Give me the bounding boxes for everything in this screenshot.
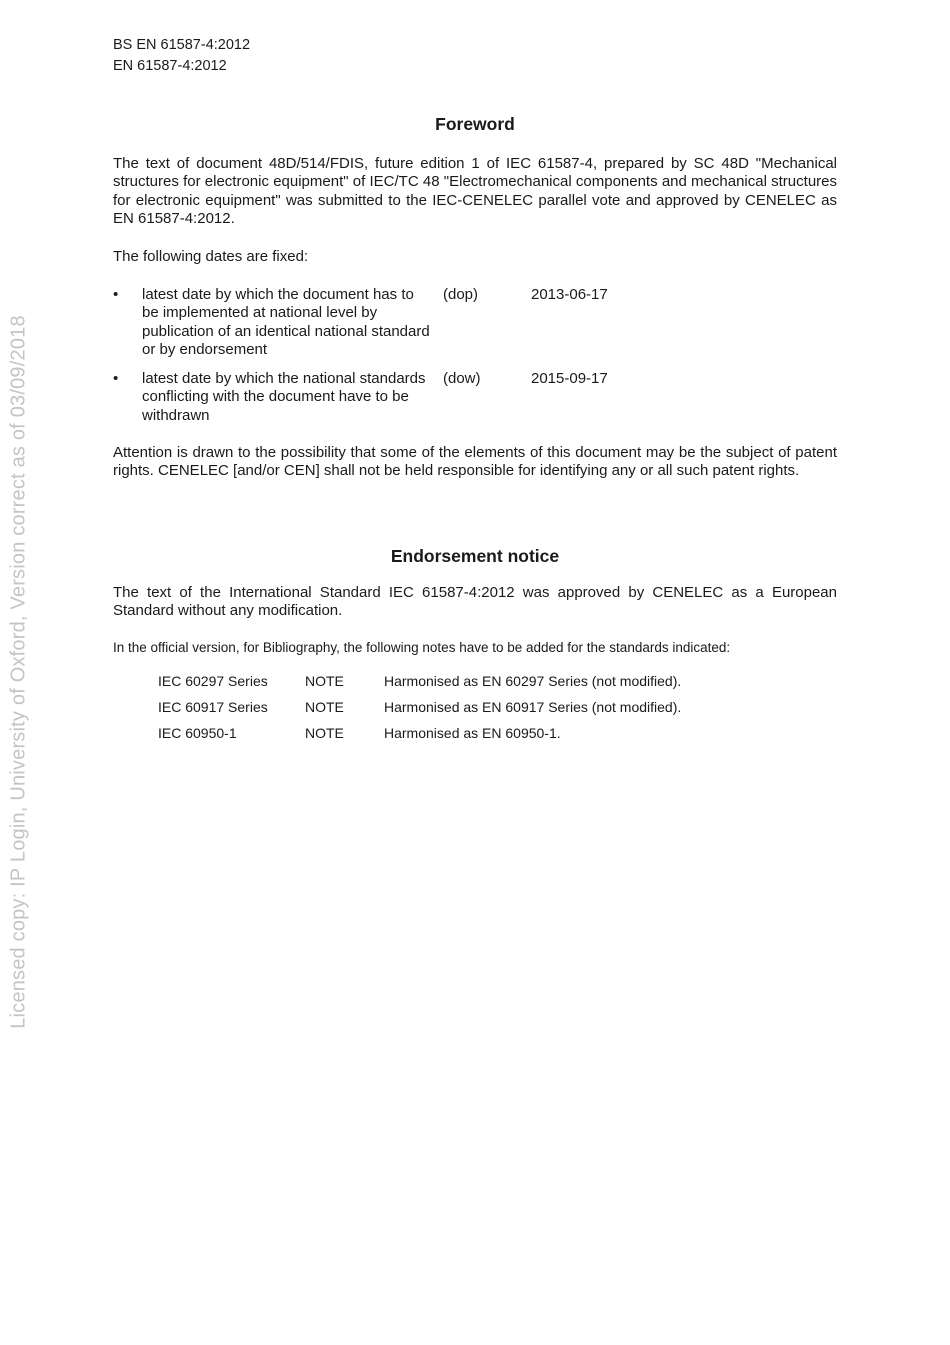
note-standard: IEC 60297 Series xyxy=(158,673,268,689)
patent-attention: Attention is drawn to the possibility that some of the elements of this document may be the subject of patent rights. CENELEC [and/or CEN] shall not be held responsible for identifying any or all such patent rights. xyxy=(113,444,837,480)
license-watermark: Licensed copy: IP Login, University of Oxford, Version correct as of 03/09/2018 xyxy=(7,315,30,1029)
note-label: NOTE xyxy=(305,725,344,741)
bullet-icon: • xyxy=(113,370,119,387)
note-label: NOTE xyxy=(305,673,344,689)
note-text: Harmonised as EN 60950-1. xyxy=(384,725,561,741)
bibliography-intro: In the official version, for Bibliography, the following notes have to be added for the standards indicated: xyxy=(113,640,731,655)
date-item-text: latest date by which the national standards conflicting with the document have to be withdrawn xyxy=(142,370,426,424)
header-en-number: EN 61587-4:2012 xyxy=(113,58,227,74)
date-item-text: latest date by which the document has to be implemented at national level by publication of an identical national standard or by endorsement xyxy=(142,286,430,358)
date-item-code: (dop) xyxy=(443,286,479,303)
header-bs-number: BS EN 61587-4:2012 xyxy=(113,37,251,53)
note-standard: IEC 60950-1 xyxy=(158,725,237,741)
note-text: Harmonised as EN 60917 Series (not modified). xyxy=(384,699,682,715)
endorsement-text: The text of the International Standard IEC 61587-4:2012 was approved by CENELEC as a European Standard without any modification. xyxy=(113,584,837,620)
date-item-date: 2015-09-17 xyxy=(531,370,608,387)
note-label: NOTE xyxy=(305,699,344,715)
endorsement-title: Endorsement notice xyxy=(390,546,560,566)
note-text: Harmonised as EN 60297 Series (not modified). xyxy=(384,673,682,689)
bullet-icon: • xyxy=(113,286,119,303)
date-item-code: (dow) xyxy=(443,370,481,387)
foreword-intro: The text of document 48D/514/FDIS, future edition 1 of IEC 61587-4, prepared by SC 48D "Mechanical structures for electronic equipment" of IEC/TC 48 "Electromechanical components and mechanical structures for electronic equipment" was submitted to the IEC-CENELEC parallel vote and approved by CENELEC as EN 61587-4:2012. xyxy=(113,155,837,227)
dates-intro: The following dates are fixed: xyxy=(113,248,309,265)
foreword-title: Foreword xyxy=(435,114,515,134)
note-standard: IEC 60917 Series xyxy=(158,699,268,715)
date-item-date: 2013-06-17 xyxy=(531,286,608,303)
